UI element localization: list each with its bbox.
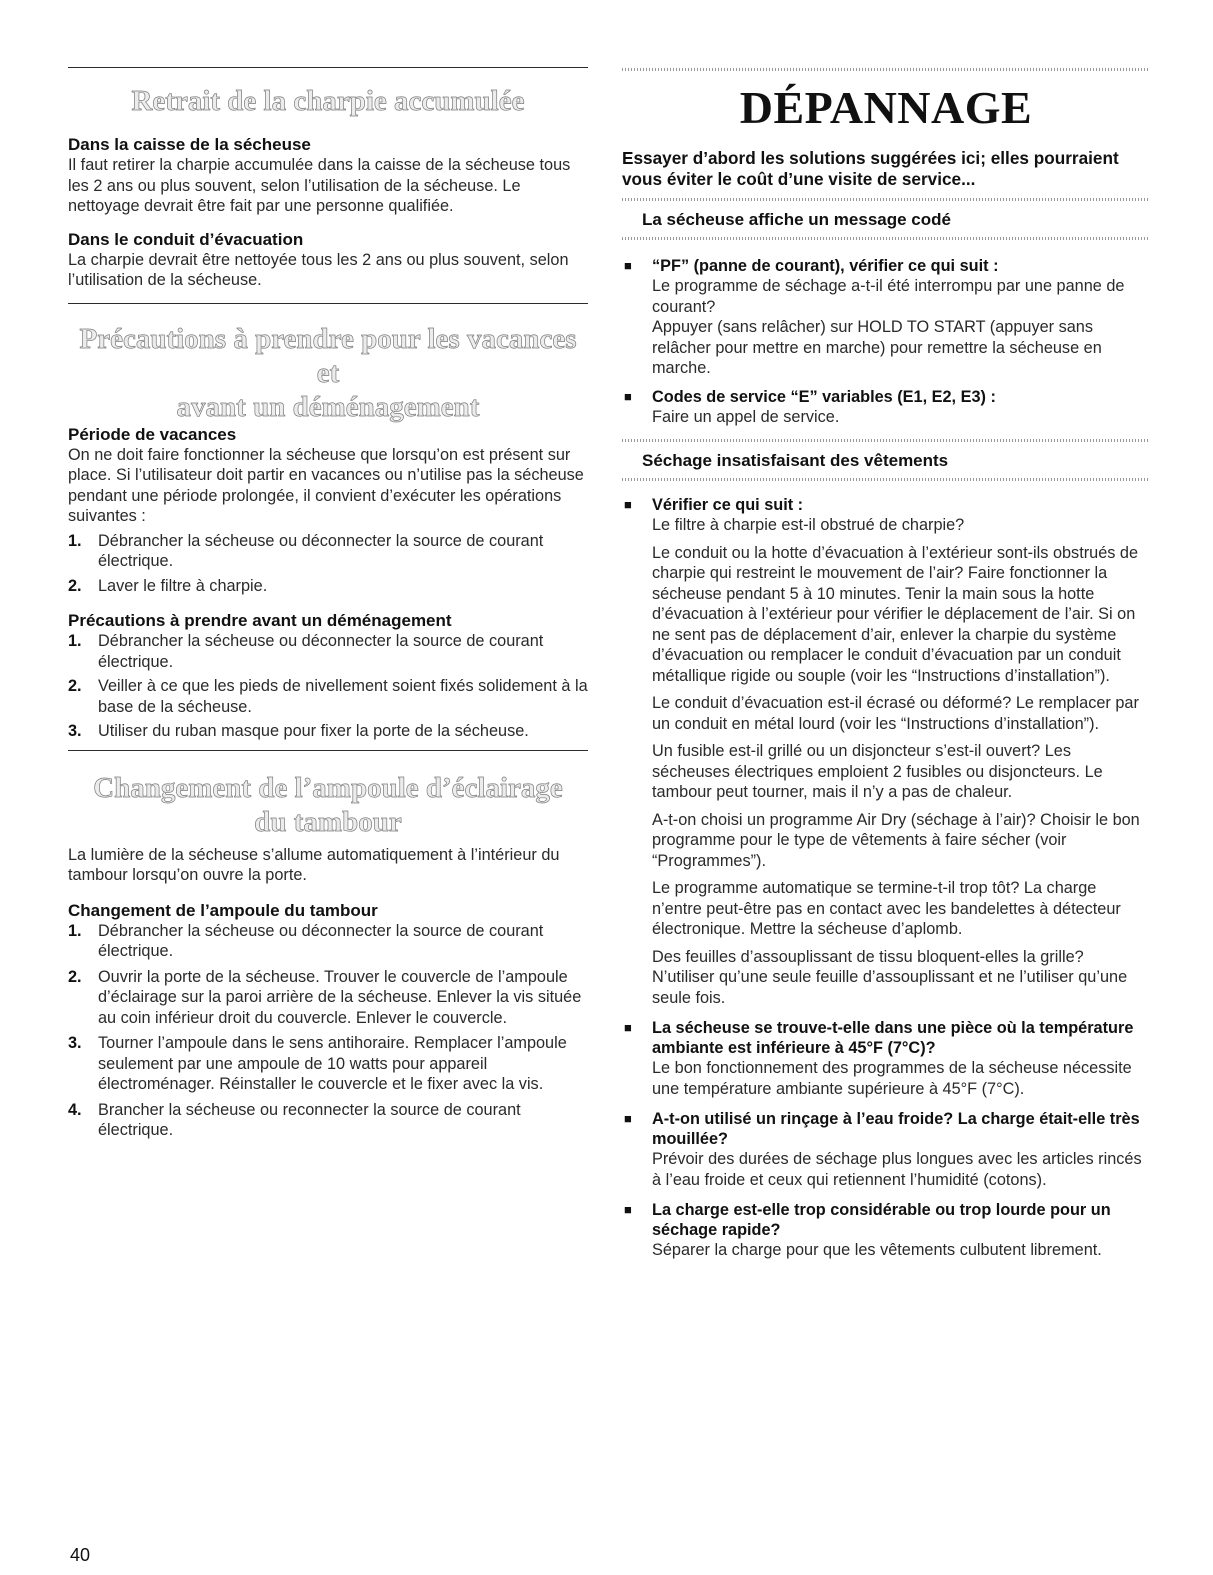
bullet-icon: ■: [624, 1202, 632, 1217]
hatched-divider: [622, 478, 1150, 481]
numbered-list: [68, 531, 588, 597]
list-item: ■ La sécheuse se trouve-t-elle dans une pièce où la température ambiante est inférieure à 45°F (7°C)? Le bon fonctionnement des programmes de la sécheuse nécessite une température ambiante supérieure à 45°F (7°C).: [624, 1019, 1134, 1098]
bullet-icon: ■: [624, 1111, 632, 1126]
page-title: DÉPANNAGE: [739, 82, 1033, 133]
bullet-icon: ■: [624, 497, 632, 512]
section-title-vacation: Précautions à prendre pour les vacances et avant un déménagement: [79, 322, 577, 423]
list-item: 2. Veiller à ce que les pieds de nivellement soient fixés solidement à la base de la sécheuse.: [68, 677, 588, 716]
subheading-exhaust-vent: Dans le conduit d’évacuation: [68, 229, 304, 249]
paragraph: La charpie devrait être nettoyée tous les 2 ans ou plus souvent, selon l’utilisation de la sécheuse.: [68, 250, 569, 289]
list-item: 1. Débrancher la sécheuse ou déconnecter la source de courant électrique.: [68, 921, 544, 960]
list-item: ■ A-t-on utilisé un rinçage à l’eau froide? La charge était-elle très mouillée? Prévoir des durées de séchage plus longues avec les articles rincés à l’eau froide et ceux qui retiennent l’humidité (cotons).: [624, 1110, 1142, 1189]
section-title-lint-removal: Retrait de la charpie accumulée: [131, 85, 525, 117]
list-item: 3. Tourner l’ampoule dans le sens antihoraire. Remplacer l’ampoule seulement par une ampoule de 10 watts pour appareil électroménager. Réinstaller le couvercle et le fixer avec la vis.: [68, 1034, 567, 1093]
list-item: 2. Laver le filtre à charpie.: [68, 576, 268, 595]
bullet-list: [622, 256, 1150, 427]
subheading-bulb-change: Changement de l’ampoule du tambour: [68, 900, 378, 920]
list-item: 4. Brancher la sécheuse ou reconnecter la source de courant électrique.: [68, 1100, 521, 1139]
bullet-icon: ■: [624, 388, 632, 404]
section-title-drum-light: Changement de l’ampoule d’éclairage du tambour: [93, 771, 563, 838]
page-number: 40: [70, 1545, 91, 1565]
hatched-divider: [622, 237, 1150, 240]
list-item: ■ “PF” (panne de courant), vérifier ce qui suit : Le programme de séchage a-t-il été interrompu par une panne de courant? Appuyer (sans relâcher) sur HOLD TO START (appuyer sans relâcher pour mettre en marche) pour remettre la sécheuse en marche.: [624, 257, 1125, 377]
subheading-dryer-cabinet: Dans la caisse de la sécheuse: [68, 135, 311, 154]
left-column: [68, 0, 588, 1141]
section-heading-poor-drying: Séchage insatisfaisant des vêtements: [642, 451, 949, 470]
bullet-icon: ■: [624, 1020, 632, 1035]
hatched-divider: [622, 439, 1150, 442]
section-divider: [68, 303, 588, 304]
numbered-list: [68, 631, 588, 742]
list-item: 3. Utiliser du ruban masque pour fixer la porte de la sécheuse.: [68, 722, 529, 740]
paragraph: La lumière de la sécheuse s’allume automatiquement à l’intérieur du tambour lorsqu’on ouvre la porte.: [68, 845, 560, 884]
list-item: 1. Débrancher la sécheuse ou déconnecter la source de courant électrique.: [68, 531, 544, 570]
list-item: ■ Vérifier ce qui suit : Le filtre à charpie est-il obstrué de charpie? Le conduit ou la hotte d’évacuation à l’extérieur sont-ils obstrués de charpie qui restreint le mouvement de l’air? Faire fonctionner la sécheuse pendant 5 à 10 minutes. Tenir la main sous la hotte d’évacuation à l’extérieur pour vérifier le déplacement de l’air. Si on ne sent pas de déplacement d’air, enlever la charpie du système d’évacuation ou remplacer le conduit d’évacuation par un conduit métallique rigide ou souple (voir les “Instructions d’installation”). Le conduit d’évacuation est-il écrasé ou déformé? Le remplacer par un conduit en métal lourd (voir les “Instructions d’installation”). Un fusible est-il grillé ou un disjoncteur s’est-il ouvert? Les sécheuses électriques emploient 2 fusibles ou disjoncteurs. Le tambour peut tourner, mais il n’y a pas de chaleur. A-t-on choisi un programme Air Dry (séchage à l’air)? Choisir le bon programme pour le type de vêtements à faire sécher (voir “Programmes”). Le programme automatique se termine-t-il trop tôt? La charge n’entre peut-être pas en contact avec les bandelettes à détecteur électronique. Mettre la sécheuse d’aplomb. Des feuilles d’assouplissant de tissu bloquent-elles la grille? N’utiliser qu’une seule feuille d’assouplissant et ne l’utiliser qu’une seule fois.: [624, 496, 1140, 1007]
section-divider: [68, 750, 588, 751]
list-item: ■ La charge est-elle trop considérable ou trop lourde pour un séchage rapide? Séparer la charge pour que les vêtements culbutent librement.: [624, 1201, 1111, 1259]
paragraph: Il faut retirer la charpie accumulée dans la caisse de la sécheuse tous les 2 ans ou plus souvent, selon l’utilisation de la sécheuse. Le nettoyage devrait être fait par une personne qualifiée.: [68, 156, 571, 215]
right-column: [622, 0, 1150, 1261]
section-divider: [68, 67, 588, 68]
bullet-icon: ■: [624, 258, 632, 273]
section-heading-coded-message: La sécheuse affiche un message codé: [642, 210, 951, 229]
subheading-moving: Précautions à prendre avant un déménagement: [68, 611, 452, 630]
subheading-vacation-period: Période de vacances: [68, 424, 237, 444]
numbered-list: [68, 921, 588, 1141]
list-item: 1. Débrancher la sécheuse ou déconnecter la source de courant électrique.: [68, 632, 544, 671]
paragraph: On ne doit faire fonctionner la sécheuse que lorsqu’on est présent sur place. Si l’utilisateur doit partir en vacances ou n’utilise pas la sécheuse pendant une période prolongée, il convient d’exécuter les opérations suivantes :: [68, 445, 584, 525]
list-item: 2. Ouvrir la porte de la sécheuse. Trouver le couvercle de l’ampoule d’éclairage sur la paroi arrière de la sécheuse. Enlever la vis située au coin inférieur droit du couvercle. Enlever le couvercle.: [68, 967, 582, 1027]
intro-text: Essayer d’abord les solutions suggérées ici; elles pourraient vous éviter le coût d’une visite de service...: [622, 148, 1119, 189]
bullet-list: [622, 495, 1150, 1261]
list-item: ■ Codes de service “E” variables (E1, E2, E3) : Faire un appel de service.: [624, 387, 996, 426]
hatched-divider: [622, 68, 1150, 71]
hatched-divider: [622, 198, 1150, 201]
